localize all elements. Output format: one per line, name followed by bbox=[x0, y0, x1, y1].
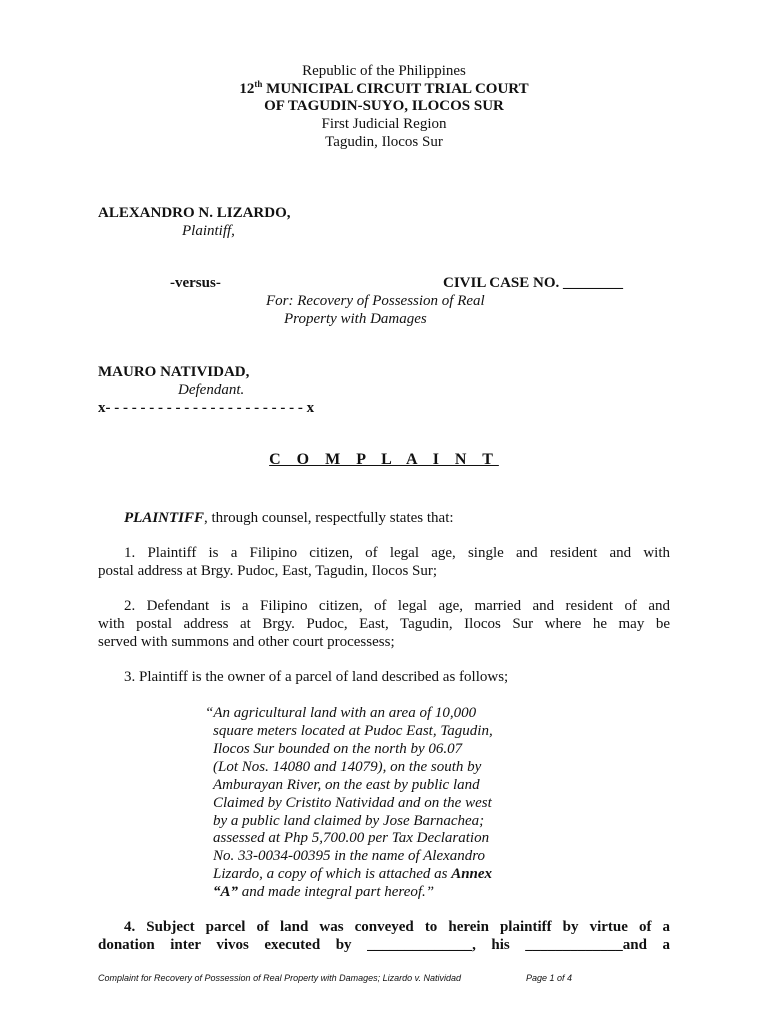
versus-label: -versus- bbox=[170, 275, 221, 291]
quote-line: No. 33-0034-00395 in the name of Alexandro bbox=[213, 848, 486, 864]
header-region: First Judicial Region bbox=[321, 116, 447, 132]
quote-line: square meters located at Pudoc East, Tagudin, bbox=[213, 723, 493, 739]
footer-text: Complaint for Recovery of Possession of Real Property with Damages; Lizardo v. Natividad bbox=[98, 973, 461, 983]
paragraph-2-line-3: served with summons and other court processess; bbox=[98, 634, 395, 650]
paragraph-1-line-2: postal address at Brgy. Pudoc, East, Tagudin, Ilocos Sur; bbox=[98, 563, 438, 579]
annex-label: Annex bbox=[451, 866, 493, 882]
quote-line: Ilocos Sur bounded on the north by 06.07 bbox=[213, 741, 463, 757]
header-republic: Republic of the Philippines bbox=[302, 63, 466, 79]
case-nature-line1: For: Recovery of Possession of Real bbox=[266, 293, 485, 309]
plaintiff-role: Plaintiff, bbox=[182, 223, 235, 239]
quote-line: Lizardo, a copy of which is attached as Annex bbox=[213, 866, 493, 882]
paragraph-2-line-1: 2. Defendant is a Filipino citizen, of legal age, married and resident of and bbox=[124, 598, 670, 614]
header-city: Tagudin, Ilocos Sur bbox=[325, 134, 443, 150]
defendant-role: Defendant. bbox=[178, 382, 245, 398]
intro-paragraph: PLAINTIFF, through counsel, respectfully states that: bbox=[124, 510, 454, 526]
quote-line: “A” and made integral part hereof.” bbox=[213, 884, 435, 900]
paragraph-3: 3. Plaintiff is the owner of a parcel of land described as follows; bbox=[124, 669, 509, 685]
header-court-location: OF TAGUDIN-SUYO, ILOCOS SUR bbox=[264, 98, 504, 114]
footer-page-number: Page 1 of 4 bbox=[526, 973, 573, 983]
quote-line: by a public land claimed by Jose Barnachea; bbox=[213, 813, 485, 829]
header-court: 12th MUNICIPAL CIRCUIT TRIAL COURT bbox=[239, 79, 529, 97]
paragraph-4-line-2: donation inter vivos executed by ______________, his _____________and a bbox=[98, 937, 670, 953]
case-nature-line2: Property with Damages bbox=[284, 311, 427, 327]
quote-line: (Lot Nos. 14080 and 14079), on the south by bbox=[213, 759, 482, 775]
civil-case-number: CIVIL CASE NO. ________ bbox=[443, 275, 624, 291]
document-title: C O M P L A I N T bbox=[269, 451, 499, 468]
plaintiff-name: ALEXANDRO N. LIZARDO, bbox=[98, 205, 291, 221]
defendant-name: MAURO NATIVIDAD, bbox=[98, 364, 250, 380]
paragraph-2-line-2: with postal address at Brgy. Pudoc, East, Tagudin, Ilocos Sur where he may be bbox=[98, 616, 670, 632]
quote-line: “An agricultural land with an area of 10,000 bbox=[205, 705, 477, 721]
paragraph-1-line-1: 1. Plaintiff is a Filipino citizen, of legal age, single and resident and with bbox=[124, 545, 670, 561]
quote-line: Amburayan River, on the east by public land bbox=[213, 777, 480, 793]
quote-line: assessed at Php 5,700.00 per Tax Declaration bbox=[213, 830, 490, 846]
quote-line: Claimed by Cristito Natividad and on the west bbox=[213, 795, 492, 811]
paragraph-4-line-1: 4. Subject parcel of land was conveyed to herein plaintiff by virtue of a bbox=[124, 919, 670, 935]
caption-separator: x- - - - - - - - - - - - - - - - - - - - - - - x bbox=[98, 400, 315, 416]
